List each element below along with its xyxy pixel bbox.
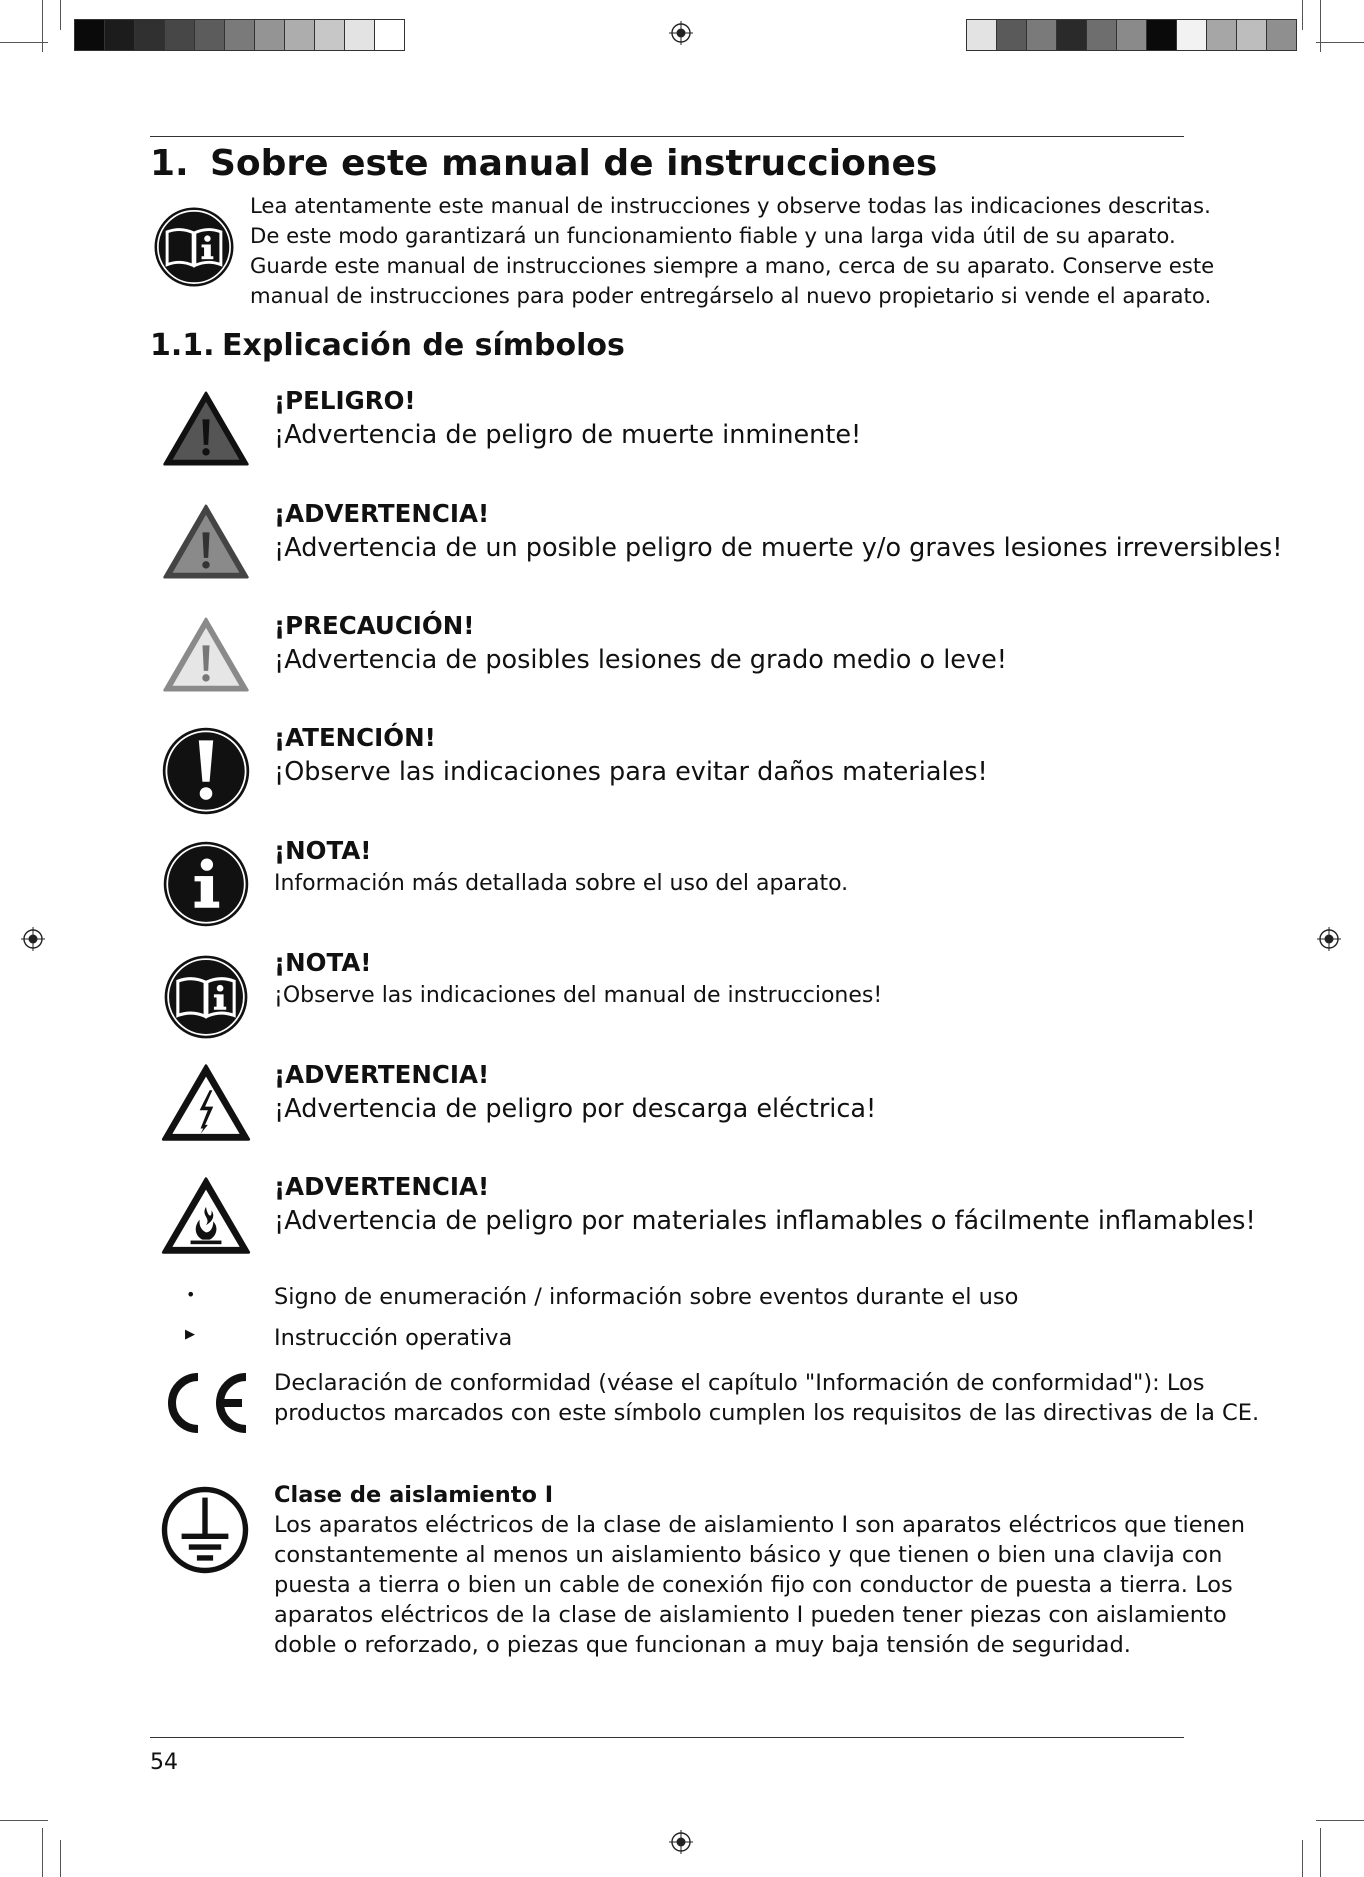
symbol-title: ¡ADVERTENCIA! — [274, 1172, 490, 1201]
ce-line: productos marcados con este símbolo cumplen los requisitos de las directivas de la CE. — [274, 1400, 1260, 1426]
insulation-title: Clase de aislamiento I — [274, 1482, 554, 1508]
crop-mark — [60, 1840, 61, 1877]
subsection-number: 1.1. — [150, 328, 215, 363]
crop-mark — [42, 1828, 43, 1877]
symbol-description: ¡Observe las indicaciones del manual de instrucciones! — [274, 983, 883, 1008]
operating-instruction-arrow-icon: ▶ — [185, 1327, 195, 1342]
symbol-title: ¡ADVERTENCIA! — [274, 499, 490, 528]
symbol-description: ¡Advertencia de peligro por materiales inflamables o fácilmente inflamables! — [274, 1206, 1256, 1236]
ce-mark-icon — [160, 1371, 252, 1435]
bullet-icon: • — [186, 1285, 196, 1304]
registration-mark-icon — [669, 21, 693, 45]
calibration-swatch — [1267, 20, 1296, 50]
calibration-swatch — [255, 20, 285, 50]
crop-mark — [1302, 1840, 1303, 1877]
calibration-swatch — [195, 20, 225, 50]
symbol-title: ¡PELIGRO! — [274, 386, 416, 415]
symbol-description: ¡Observe las indicaciones para evitar daños materiales! — [274, 757, 988, 787]
danger-triangle-icon — [162, 390, 250, 468]
calibration-swatch — [135, 20, 165, 50]
calibration-bar-right — [966, 19, 1297, 51]
ce-line: Declaración de conformidad (véase el capítulo "Información de conformidad"): Los — [274, 1370, 1205, 1396]
intro-line: Lea atentamente este manual de instrucciones y observe todas las indicaciones descritas. — [250, 193, 1211, 218]
calibration-swatch — [967, 20, 997, 50]
calibration-swatch — [345, 20, 375, 50]
crop-mark — [60, 0, 61, 30]
intro-paragraph — [250, 191, 1215, 311]
symbol-title: ¡PRECAUCIÓN! — [274, 611, 475, 640]
crop-mark — [1316, 42, 1364, 43]
warning-triangle-icon — [162, 503, 250, 581]
electric-shock-icon — [160, 1063, 252, 1143]
registration-mark-icon — [1317, 927, 1341, 951]
calibration-swatch — [225, 20, 255, 50]
bullet-description: Signo de enumeración / información sobre eventos durante el uso — [274, 1284, 1019, 1310]
calibration-swatch — [1057, 20, 1087, 50]
crop-mark — [1320, 0, 1321, 52]
calibration-swatch — [1027, 20, 1057, 50]
crop-mark — [0, 42, 48, 43]
calibration-swatch — [315, 20, 345, 50]
arrow-description: Instrucción operativa — [274, 1325, 513, 1351]
calibration-swatch — [1117, 20, 1147, 50]
subsection-title — [150, 328, 625, 363]
insulation-line: doble o reforzado, o piezas que funcionan a muy baja tensión de seguridad. — [274, 1632, 1131, 1658]
crop-mark — [1316, 1820, 1364, 1821]
calibration-swatch — [997, 20, 1027, 50]
symbol-title: ¡ATENCIÓN! — [274, 723, 436, 752]
intro-line: manual de instrucciones para poder entregárselo al nuevo propietario si vende el aparato. — [250, 283, 1212, 308]
ce-description — [274, 1368, 1260, 1428]
protective-earth-icon — [160, 1485, 250, 1575]
info-circle-icon — [162, 840, 250, 928]
insulation-line: puesta a tierra o bien un cable de conexión fijo con conductor de puesta a tierra. Los — [274, 1572, 1233, 1598]
subsection-title-text: Explicación de símbolos — [222, 328, 625, 363]
section-number: 1. — [150, 143, 189, 184]
calibration-bar-left — [74, 19, 405, 51]
symbol-title: ¡NOTA! — [274, 836, 372, 865]
calibration-swatch — [105, 20, 135, 50]
symbol-title: ¡NOTA! — [274, 948, 372, 977]
crop-mark — [1320, 1828, 1321, 1877]
intro-line: Guarde este manual de instrucciones siempre a mano, cerca de su aparato. Conserve este — [250, 253, 1215, 278]
calibration-swatch — [75, 20, 105, 50]
exclamation-circle-icon — [161, 726, 251, 816]
symbol-description: ¡Advertencia de posibles lesiones de grado medio o leve! — [274, 645, 1007, 675]
calibration-swatch — [285, 20, 315, 50]
calibration-swatch — [1147, 20, 1177, 50]
insulation-block — [274, 1480, 1245, 1660]
symbol-description: ¡Advertencia de peligro de muerte inminente! — [274, 420, 862, 450]
symbol-description: Información más detallada sobre el uso del aparato. — [274, 871, 849, 896]
calibration-swatch — [1087, 20, 1117, 50]
crop-mark — [0, 1820, 48, 1821]
symbol-description: ¡Advertencia de un posible peligro de muerte y/o graves lesiones irreversibles! — [274, 533, 1283, 563]
calibration-swatch — [165, 20, 195, 50]
calibration-swatch — [1207, 20, 1237, 50]
registration-mark-icon — [669, 1830, 693, 1854]
calibration-swatch — [375, 20, 404, 50]
insulation-line: Los aparatos eléctricos de la clase de aislamiento I son aparatos eléctricos que tienen — [274, 1512, 1245, 1538]
caution-triangle-icon — [162, 616, 250, 694]
flammable-icon — [160, 1176, 252, 1256]
ce-mark-text: CE — [206, 1410, 209, 1412]
section-title-text: Sobre este manual de instrucciones — [210, 143, 938, 184]
intro-line: De este modo garantizará un funcionamiento fiable y una larga vida útil de su aparato. — [250, 223, 1176, 248]
crop-mark — [42, 0, 43, 52]
crop-mark — [1302, 0, 1303, 30]
manual-book-icon — [152, 205, 236, 289]
header-rule — [150, 136, 1184, 137]
insulation-line: aparatos eléctricos de la clase de aislamiento I pueden tener piezas con aislamiento — [274, 1602, 1227, 1628]
section-title — [150, 143, 937, 184]
footer-rule — [150, 1737, 1184, 1738]
symbol-title: ¡ADVERTENCIA! — [274, 1060, 490, 1089]
symbol-description: ¡Advertencia de peligro por descarga eléctrica! — [274, 1094, 877, 1124]
registration-mark-icon — [21, 927, 45, 951]
calibration-swatch — [1177, 20, 1207, 50]
page-number: 54 — [150, 1750, 178, 1775]
insulation-line: constantemente al menos un aislamiento básico y que tienen o bien una clavija con — [274, 1542, 1223, 1568]
manual-book-icon — [162, 953, 250, 1041]
calibration-swatch — [1237, 20, 1267, 50]
